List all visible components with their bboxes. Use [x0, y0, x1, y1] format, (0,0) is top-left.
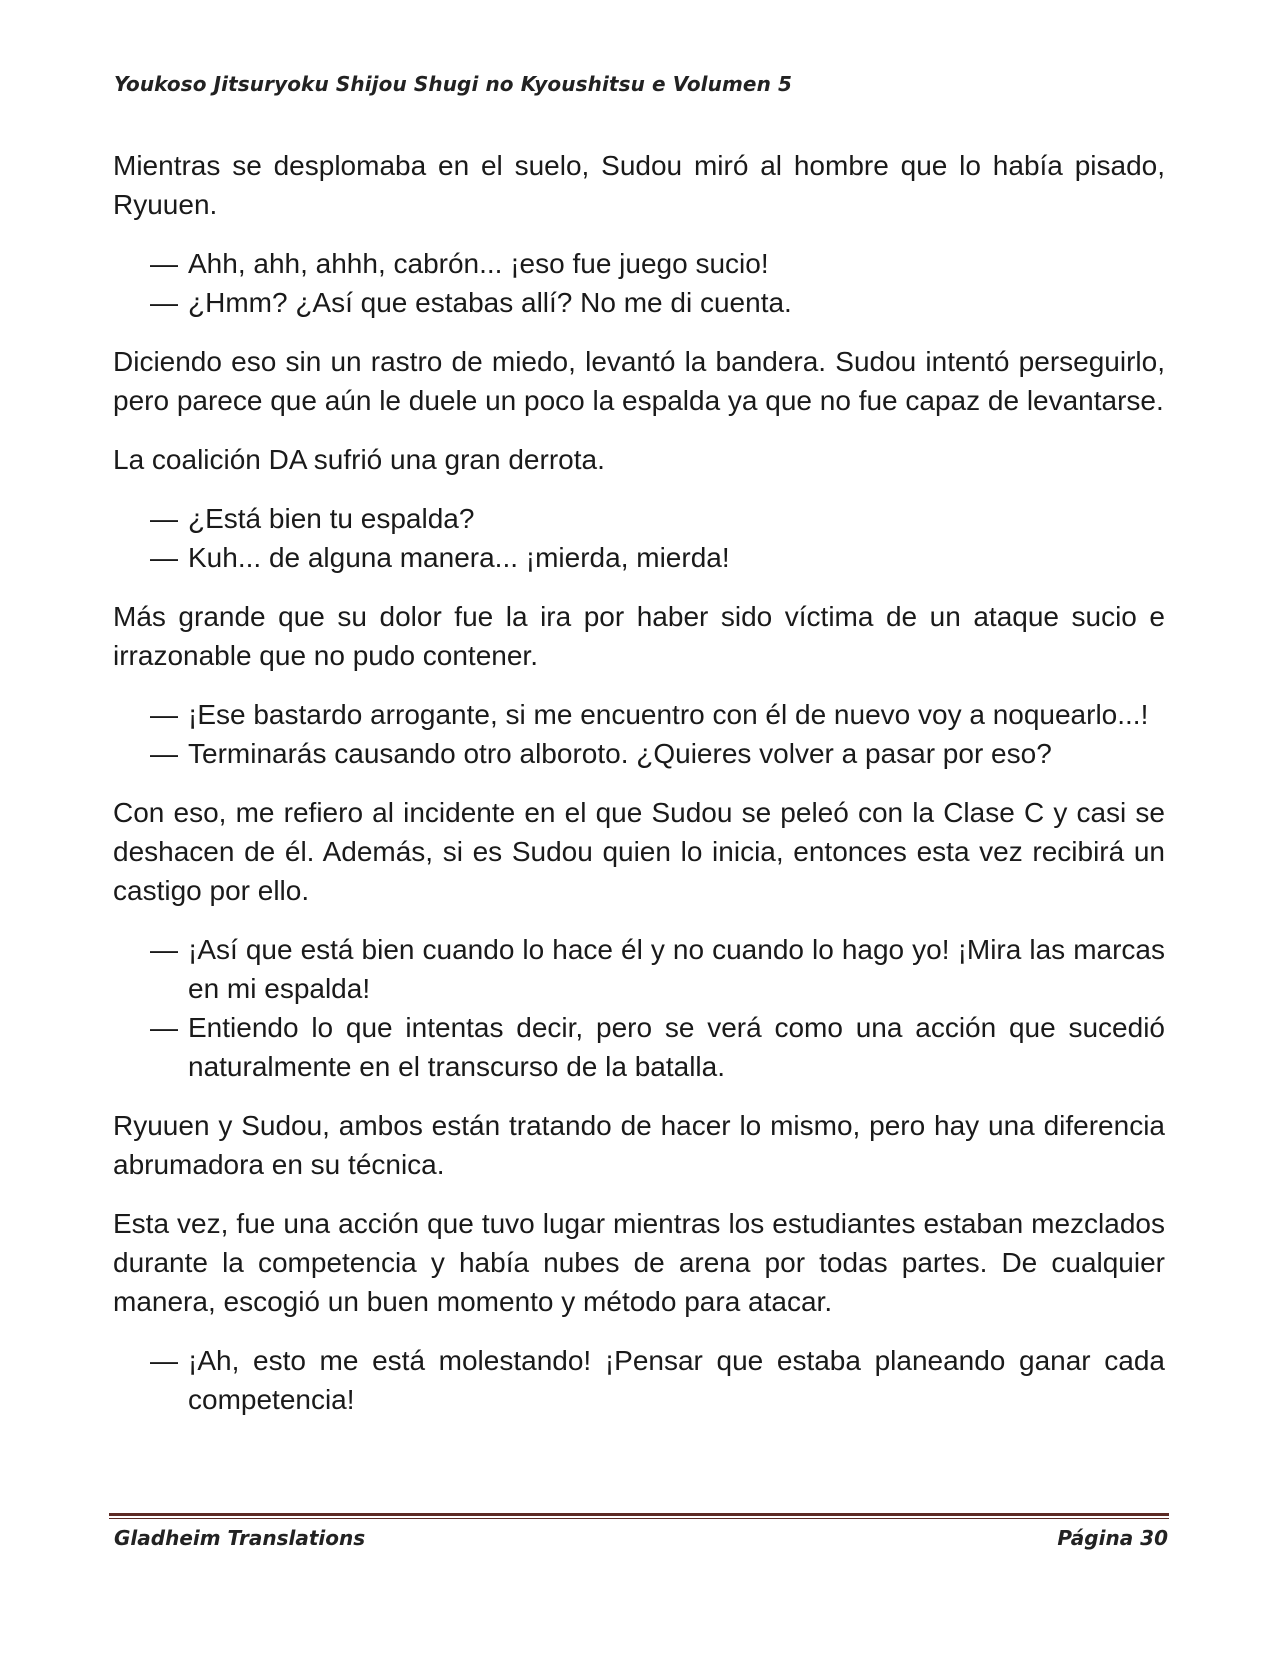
- dialogue-text: Ahh, ahh, ahhh, cabrón... ¡eso fue juego sucio!: [188, 248, 769, 279]
- dialogue-line: [113, 244, 1165, 283]
- dialogue-text: Terminarás causando otro alboroto. ¿Quieres volver a pasar por eso?: [188, 738, 1052, 769]
- dialogue-line: [113, 1341, 1165, 1419]
- paragraph: La coalición DA sufrió una gran derrota.: [113, 444, 605, 475]
- footer-divider: [109, 1513, 1169, 1516]
- dialogue-dash: —: [150, 738, 178, 769]
- dialogue-text: ¡Así que está bien cuando lo hace él y no cuando lo hago yo! ¡Mira las marcas en mi espalda!: [188, 934, 1165, 1004]
- dialogue-line: [113, 695, 1165, 734]
- paragraph: Más grande que su dolor fue la ira por haber sido víctima de un ataque sucio e irrazonable que no pudo contener.: [113, 601, 1165, 671]
- paragraph: Ryuuen y Sudou, ambos están tratando de hacer lo mismo, pero hay una diferencia abrumadora en su técnica.: [113, 1110, 1165, 1180]
- dialogue-dash: —: [150, 248, 178, 279]
- paragraph: Con eso, me refiero al incidente en el que Sudou se peleó con la Clase C y casi se deshacen de él. Además, si es Sudou quien lo inicia, entonces esta vez recibirá un castigo por ello.: [113, 797, 1165, 906]
- dialogue-dash: —: [150, 503, 178, 534]
- dialogue-line: [113, 930, 1165, 1008]
- footer-divider-thin: [109, 1518, 1169, 1519]
- page-header-title: Youkoso Jitsuryoku Shijou Shugi no Kyoushitsu e Volumen 5: [114, 72, 792, 96]
- dialogue-block: [113, 1341, 1165, 1419]
- dialogue-dash: —: [150, 287, 178, 318]
- dialogue-text: ¿Está bien tu espalda?: [188, 503, 475, 534]
- dialogue-dash: —: [150, 1012, 178, 1043]
- dialogue-block: [113, 930, 1165, 1086]
- dialogue-dash: —: [150, 542, 178, 573]
- dialogue-text: ¿Hmm? ¿Así que estabas allí? No me di cuenta.: [188, 287, 792, 318]
- dialogue-text: ¡Ah, esto me está molestando! ¡Pensar que estaba planeando ganar cada competencia!: [188, 1345, 1165, 1415]
- dialogue-dash: —: [150, 934, 178, 965]
- dialogue-block: [113, 244, 1165, 322]
- dialogue-text: Kuh... de alguna manera... ¡mierda, mierda!: [188, 542, 730, 573]
- paragraph: Mientras se desplomaba en el suelo, Sudou miró al hombre que lo había pisado, Ryuuen.: [113, 150, 1165, 220]
- page-body: [113, 146, 1165, 1439]
- dialogue-line: [113, 499, 1165, 538]
- dialogue-line: [113, 538, 1165, 577]
- footer-page-number: Página 30: [1057, 1526, 1168, 1550]
- dialogue-block: [113, 499, 1165, 577]
- dialogue-line: [113, 1008, 1165, 1086]
- dialogue-dash: —: [150, 1345, 178, 1376]
- paragraph: Esta vez, fue una acción que tuvo lugar mientras los estudiantes estaban mezclados durante la competencia y había nubes de arena por todas partes. De cualquier manera, escogió un buen momento y método para atacar.: [113, 1208, 1165, 1317]
- dialogue-line: [113, 734, 1165, 773]
- paragraph: Diciendo eso sin un rastro de miedo, levantó la bandera. Sudou intentó perseguirlo, pero parece que aún le duele un poco la espalda ya que no fue capaz de levantarse.: [113, 346, 1165, 416]
- dialogue-dash: —: [150, 699, 178, 730]
- dialogue-text: Entiendo lo que intentas decir, pero se verá como una acción que sucedió naturalmente en el transcurso de la batalla.: [188, 1012, 1165, 1082]
- footer-publisher: Gladheim Translations: [114, 1526, 366, 1550]
- dialogue-line: [113, 283, 1165, 322]
- dialogue-block: [113, 695, 1165, 773]
- dialogue-text: ¡Ese bastardo arrogante, si me encuentro con él de nuevo voy a noquearlo...!: [188, 699, 1149, 730]
